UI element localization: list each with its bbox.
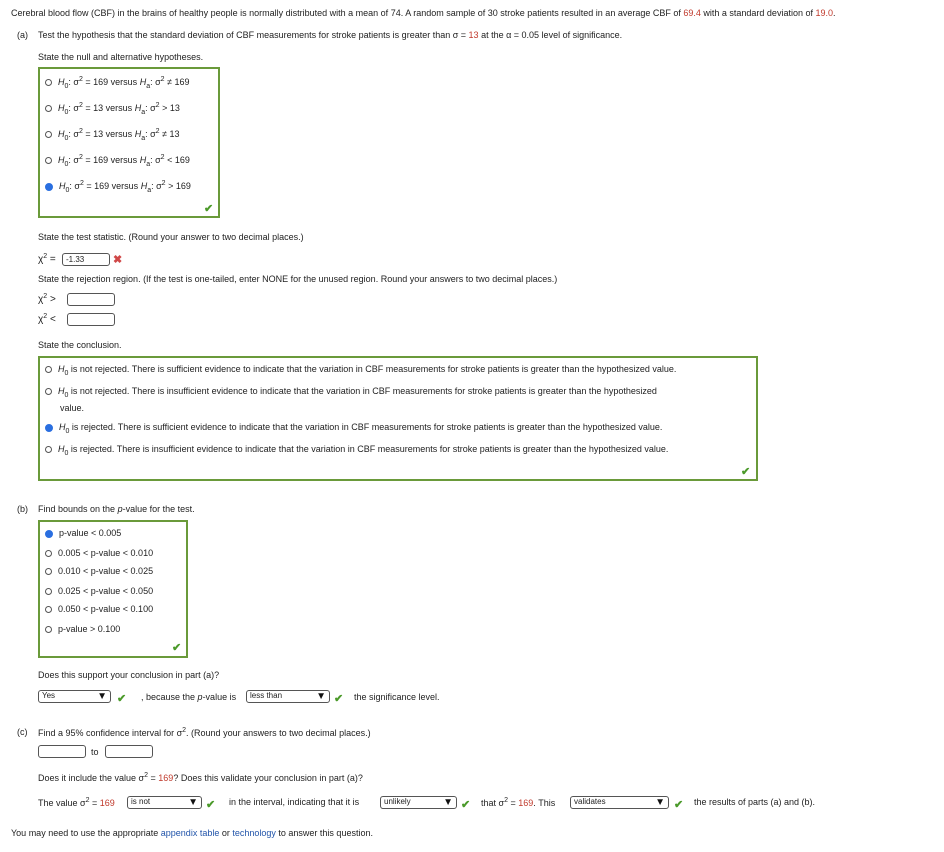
- test-stat-input[interactable]: -1.33: [62, 253, 110, 266]
- mean-value: 69.4: [683, 8, 701, 18]
- end-text: the results of parts (a) and (b).: [694, 797, 816, 807]
- conclusion-option[interactable]: $H_0$ is rejected. There is sufficient evidence to indicate that the variation in CBF measurements for stroke patients is greater than the hypothesized value.: [45, 422, 662, 435]
- that-text: that $\sigma^2 = 169$. This: [481, 797, 556, 808]
- pvalue-option[interactable]: 0.005 < p-value < 0.010: [45, 548, 153, 558]
- test-stat-incorrect-icon: ✖: [113, 254, 123, 266]
- radio-button[interactable]: [45, 530, 53, 538]
- ci-upper-input[interactable]: [105, 745, 153, 758]
- radio-button[interactable]: [45, 183, 53, 191]
- part-b-prompt: Find bounds on the p-value for the test.: [38, 504, 195, 514]
- include-select[interactable]: is not ▼: [127, 796, 202, 809]
- problem-intro: Cerebral blood flow (CBF) in the brains of healthy people is normally distributed with a mean of 74. A random sample of 30 stroke patients resulted in an average CBF of 69.4 with a standard deviation of 19.0.: [11, 8, 836, 18]
- radio-button[interactable]: [45, 388, 52, 395]
- technology-link[interactable]: technology: [232, 828, 276, 838]
- sigma-value: 13: [468, 30, 479, 40]
- radio-button[interactable]: [45, 131, 52, 138]
- conclusion-option[interactable]: $H_0$ is not rejected. There is sufficient evidence to indicate that the variation in CBF measurements for stroke patients is greater than the hypothesized value.: [45, 364, 676, 377]
- chi-sq-label: $\chi^2$ =: [38, 253, 56, 265]
- part-c-label: (c): [17, 727, 28, 737]
- to-label: to: [91, 747, 99, 757]
- chevron-down-icon: ▼: [316, 691, 326, 702]
- support-correct-icon: ✔: [117, 693, 127, 705]
- radio-button[interactable]: [45, 366, 52, 373]
- radio-button[interactable]: [45, 424, 53, 432]
- hypothesis-option[interactable]: $H_0$: $\sigma^2 = 169$ versus $H_a$: $\sigma^2 \ne 169$: [45, 76, 190, 90]
- radio-button[interactable]: [45, 105, 52, 112]
- pvalue-option[interactable]: 0.050 < p-value < 0.100: [45, 604, 153, 614]
- part-c-prompt: Find a 95% confidence interval for $\sigma^2$. (Round your answers to two decimal places.): [38, 727, 371, 738]
- likely-select[interactable]: unlikely ▼: [380, 796, 457, 809]
- compare-select[interactable]: less than ▼: [246, 690, 330, 703]
- interval-text: in the interval, indicating that it is: [229, 797, 360, 807]
- support-select[interactable]: Yes ▼: [38, 690, 111, 703]
- validates-select[interactable]: validates ▼: [570, 796, 669, 809]
- significance-text: the significance level.: [354, 692, 440, 702]
- pvalue-option[interactable]: 0.025 < p-value < 0.050: [45, 586, 153, 596]
- value-text: The value $\sigma^2 = 169$: [38, 797, 115, 808]
- chevron-down-icon: ▼: [443, 797, 453, 808]
- part-a-label: (a): [17, 30, 28, 40]
- rejection-lower-input[interactable]: [67, 313, 115, 326]
- hypothesis-option[interactable]: $H_0$: $\sigma^2 = 13$ versus $H_a$: $\sigma^2 \ne 13$: [45, 128, 180, 142]
- footer-note: You may need to use the appropriate appendix table or technology to answer this question.: [11, 828, 373, 838]
- radio-button[interactable]: [45, 79, 52, 86]
- pvalue-option[interactable]: 0.010 < p-value < 0.025: [45, 566, 153, 576]
- hypothesis-option[interactable]: $H_0$: $\sigma^2 = 169$ versus $H_a$: $\sigma^2 < 169$: [45, 154, 190, 168]
- pvalue-option[interactable]: p-value < 0.005: [45, 528, 121, 538]
- part-b-label: (b): [17, 504, 28, 514]
- compare-correct-icon: ✔: [334, 693, 344, 705]
- conclusion-prompt: State the conclusion.: [38, 340, 122, 350]
- because-text: , because the p-value is: [141, 692, 237, 702]
- include-prompt: Does it include the value $\sigma^2 = 169$? Does this validate your conclusion in part (a)?: [38, 772, 363, 783]
- validates-correct-icon: ✔: [674, 799, 684, 811]
- appendix-table-link[interactable]: appendix table: [160, 828, 220, 838]
- chevron-down-icon: ▼: [655, 797, 665, 808]
- conclusion-option[interactable]: $H_0$ is not rejected. There is insufficient evidence to indicate that the variation in CBF measurements for stroke patients is greater than the hypothesized value.: [45, 386, 657, 413]
- ci-lower-input[interactable]: [38, 745, 86, 758]
- rejection-upper-input[interactable]: [67, 293, 115, 306]
- radio-button[interactable]: [45, 606, 52, 613]
- conclusion-option[interactable]: $H_0$ is rejected. There is insufficient evidence to indicate that the variation in CBF measurements for stroke patients is greater than the hypothesized value.: [45, 444, 668, 457]
- pvalue-correct-icon: ✔: [172, 642, 182, 654]
- radio-button[interactable]: [45, 588, 52, 595]
- pvalue-option[interactable]: p-value > 0.100: [45, 624, 120, 634]
- include-correct-icon: ✔: [206, 799, 216, 811]
- chevron-down-icon: ▼: [97, 691, 107, 702]
- part-a-prompt: Test the hypothesis that the standard deviation of CBF measurements for stroke patients is greater than σ = 13 at the α = 0.05 level of significance.: [38, 30, 623, 40]
- rejection-prompt: State the rejection region. (If the test is one-tailed, enter NONE for the unused region. Round your answers to two decimal places.): [38, 274, 558, 284]
- radio-button[interactable]: [45, 568, 52, 575]
- chi-sq-lt-label: $\chi^2$ <: [38, 313, 56, 325]
- test-stat-prompt: State the test statistic. (Round your answer to two decimal places.): [38, 232, 304, 242]
- support-prompt: Does this support your conclusion in part (a)?: [38, 670, 220, 680]
- hypotheses-correct-icon: ✔: [204, 203, 214, 215]
- radio-button[interactable]: [45, 157, 52, 164]
- chi-sq-gt-label: $\chi^2$ >: [38, 293, 56, 305]
- conclusion-correct-icon: ✔: [741, 466, 751, 478]
- hypothesis-option[interactable]: $H_0$: $\sigma^2 = 169$ versus $H_a$: $\sigma^2 > 169$: [45, 180, 191, 194]
- chevron-down-icon: ▼: [188, 797, 198, 808]
- sd-value: 19.0: [815, 8, 833, 18]
- likely-correct-icon: ✔: [461, 799, 471, 811]
- radio-button[interactable]: [45, 626, 52, 633]
- radio-button[interactable]: [45, 446, 52, 453]
- radio-button[interactable]: [45, 550, 52, 557]
- hypotheses-prompt: State the null and alternative hypotheses.: [38, 52, 204, 62]
- hypothesis-option[interactable]: $H_0$: $\sigma^2 = 13$ versus $H_a$: $\sigma^2 > 13$: [45, 102, 180, 116]
